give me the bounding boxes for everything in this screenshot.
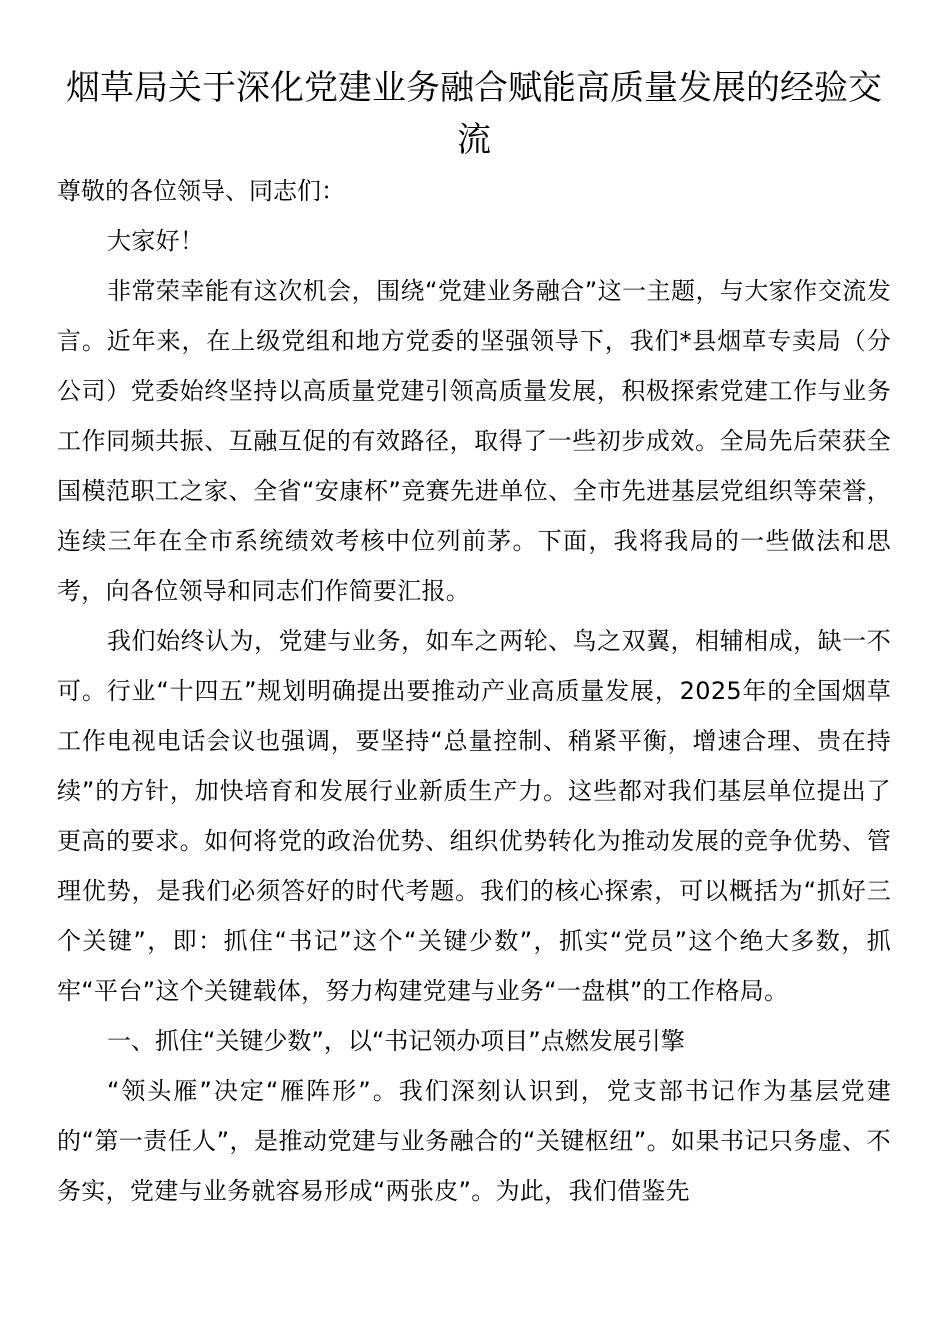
document-title: 烟草局关于深化党建业务融合赋能高质量发展的经验交流 — [66, 68, 882, 160]
salutation: 尊敬的各位领导、同志们： — [57, 177, 345, 205]
intro-paragraph: 非常荣幸能有这次机会，围绕“党建业务融合”这一主题，与大家作交流发言。近年来，在上级党组和地方党委的坚强领导下，我们*县烟草专卖局（分公司）党委始终坚持以高质量党建引领高质量发展，积极探索党建工作与业务工作同频共振、互融互促的有效路径，取得了一些初步成效。全局先后荣获全国模范职工之家、全省“安康杯”竞赛先进单位、全市先进基层党组织等荣誉，连续三年在全市系统绩效考核中位列前茅。下面，我将我局的一些做法和思考，向各位领导和同志们作简要汇报。 — [57, 277, 891, 605]
section-heading-1: 一、抓住“关键少数”，以“书记领办项目”点燃发展引擎 — [107, 1027, 685, 1055]
greeting-paragraph: 大家好！ — [107, 227, 205, 255]
document-page — [57, 62, 891, 1216]
overview-paragraph: 我们始终认为，党建与业务，如车之两轮、鸟之双翼，相辅相成，缺一不可。行业“十四五”规划明确提出要推动产业高质量发展，2025年的全国烟草工作电视电话会议也强调，要坚持“总量控制、稍紧平衡，增速合理、贵在持续”的方针，加快培育和发展行业新质生产力。这些都对我们基层单位提出了更高的要求。如何将党的政治优势、组织优势转化为推动发展的竞争优势、管理优势，是我们必须答好的时代考题。我们的核心探索，可以概括为“抓好三个关键”，即：抓住“书记”这个“关键少数”，抓实“党员”这个绝大多数，抓牢“平台”这个关键载体，努力构建党建与业务“一盘棋”的工作格局。 — [57, 627, 891, 1005]
section-1-paragraph: “领头雁”决定“雁阵形”。我们深刻认识到，党支部书记作为基层党建的“第一责任人”，是推动党建与业务融合的“关键枢纽”。如果书记只务虚、不务实，党建与业务就容易形成“两张皮”。为此，我们借鉴先 — [57, 1077, 891, 1205]
